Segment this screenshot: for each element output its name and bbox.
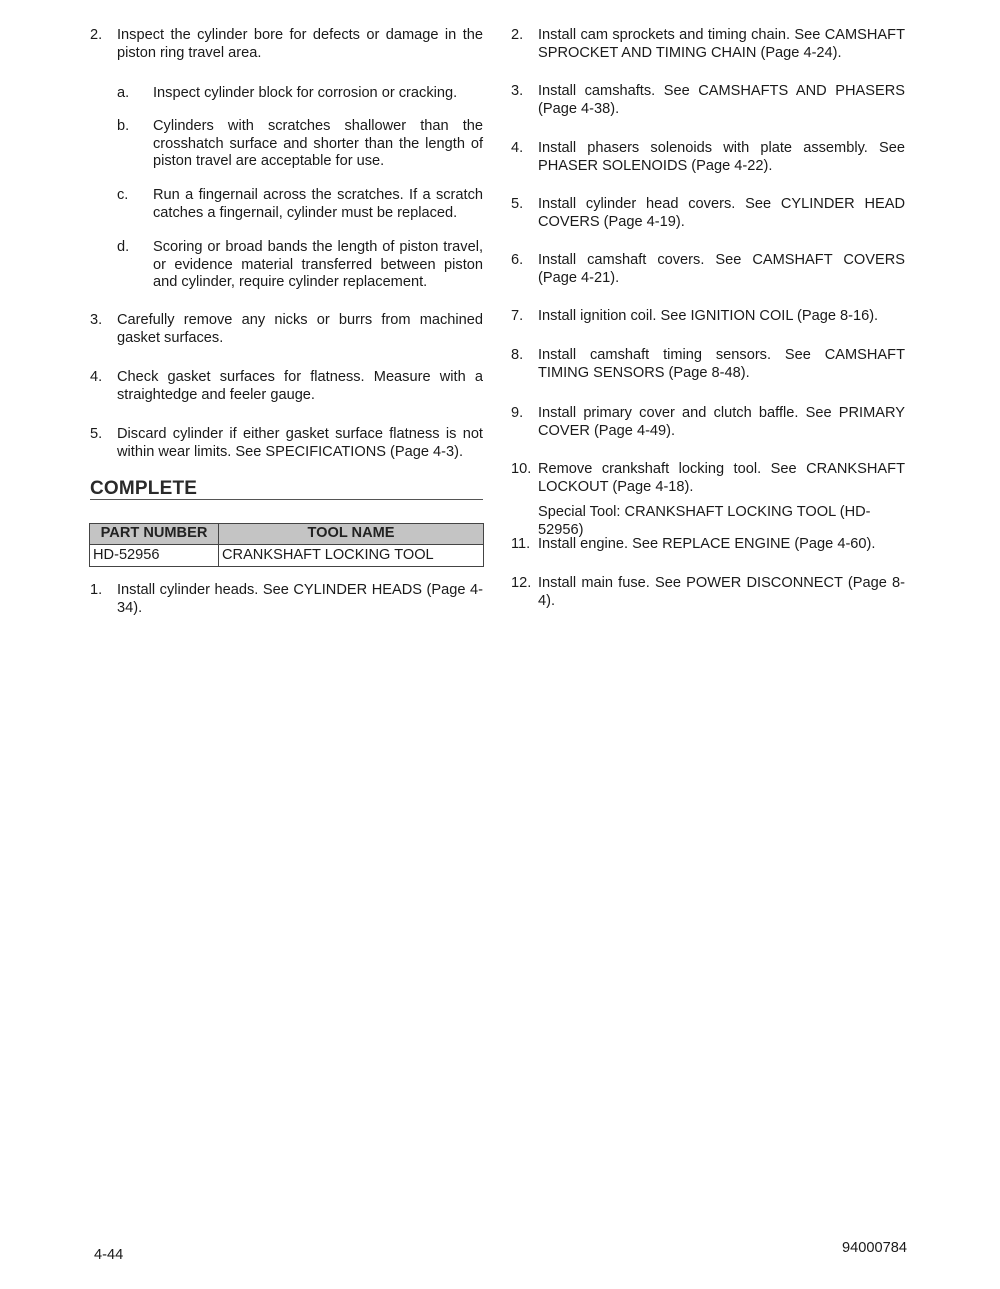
step-number: 6.	[511, 252, 524, 268]
step-text: Install camshafts. See CAMSHAFTS AND PHASERS (Page 4-38).	[538, 83, 905, 117]
substep-letter: d.	[117, 239, 130, 255]
special-tool-note	[538, 504, 905, 539]
right-step-8	[511, 347, 905, 382]
right-step-10	[511, 461, 905, 496]
step-number: 4.	[511, 140, 524, 156]
table-header-row	[90, 524, 484, 545]
step-number: 5.	[511, 196, 524, 212]
step-number: 8.	[511, 347, 524, 363]
left-step-4	[90, 369, 483, 404]
cell-part-number: HD-52956	[90, 545, 219, 567]
step-text: Install cylinder heads. See CYLINDER HEADS (Page 4-34).	[117, 582, 483, 616]
step-text: Install camshaft timing sensors. See CAMSHAFT TIMING SENSORS (Page 8-48).	[538, 347, 905, 381]
step-number: 3.	[90, 312, 103, 328]
step-number: 11.	[511, 536, 531, 552]
page-number: 4-44	[94, 1247, 124, 1263]
step-text: Install camshaft covers. See CAMSHAFT COVERS (Page 4-21).	[538, 252, 905, 286]
step-text: Discard cylinder if either gasket surface flatness is not within wear limits. See SPECIFICATIONS (Page 4-3).	[117, 426, 483, 460]
right-step-3	[511, 83, 905, 118]
step-text: Carefully remove any nicks or burrs from machined gasket surfaces.	[117, 312, 483, 346]
document-number: 94000784	[842, 1240, 907, 1256]
step-text: Install primary cover and clutch baffle. See PRIMARY COVER (Page 4-49).	[538, 405, 905, 439]
right-step-11	[511, 536, 905, 554]
header-tool-name: TOOL NAME	[219, 524, 484, 545]
right-step-6	[511, 252, 905, 287]
step-number: 1.	[90, 582, 103, 598]
step-number: 10.	[511, 461, 532, 477]
right-step-9	[511, 405, 905, 440]
right-step-12	[511, 575, 905, 610]
substep-letter: b.	[117, 118, 130, 134]
step-text: Install engine. See REPLACE ENGINE (Page 4-60).	[538, 536, 876, 552]
complete-step-1	[90, 582, 483, 617]
tool-table	[89, 523, 484, 567]
substep-text: Scoring or broad bands the length of piston travel, or evidence material transferred between piston and cylinder, require cylinder replacement.	[153, 239, 483, 290]
right-step-5	[511, 196, 905, 231]
section-heading-complete: COMPLETE	[90, 480, 483, 500]
step-text: Remove crankshaft locking tool. See CRANKSHAFT LOCKOUT (Page 4-18).	[538, 461, 905, 495]
substep-text: Run a fingernail across the scratches. If a scratch catches a fingernail, cylinder must be replaced.	[153, 187, 483, 221]
step-text: Install phasers solenoids with plate assembly. See PHASER SOLENOIDS (Page 4-22).	[538, 140, 905, 174]
substep-text: Cylinders with scratches shallower than the crosshatch surface and shorter than the length of piston travel are acceptable for use.	[153, 118, 483, 169]
substep-a	[117, 85, 483, 103]
step-number: 2.	[90, 27, 103, 43]
left-step-3	[90, 312, 483, 347]
step-number: 7.	[511, 308, 524, 324]
step-number: 3.	[511, 83, 524, 99]
substep-letter: c.	[117, 187, 129, 203]
step-text: Inspect the cylinder bore for defects or damage in the piston ring travel area.	[117, 27, 483, 61]
right-step-2	[511, 27, 905, 62]
substep-d	[117, 239, 483, 292]
left-step-2	[90, 27, 483, 62]
step-number: 9.	[511, 405, 524, 421]
substep-letter: a.	[117, 85, 130, 101]
step-text: Install cam sprockets and timing chain. See CAMSHAFT SPROCKET AND TIMING CHAIN (Page 4-24).	[538, 27, 905, 61]
step-number: 4.	[90, 369, 103, 385]
header-part-number: PART NUMBER	[90, 524, 219, 545]
right-step-4	[511, 140, 905, 175]
step-number: 5.	[90, 426, 103, 442]
step-text: Install ignition coil. See IGNITION COIL (Page 8-16).	[538, 308, 879, 324]
special-tool-text: Special Tool: CRANKSHAFT LOCKING TOOL (HD-52956)	[538, 504, 871, 538]
table-row	[90, 545, 484, 567]
step-number: 12.	[511, 575, 532, 591]
substep-text: Inspect cylinder block for corrosion or cracking.	[153, 85, 458, 101]
step-text: Install cylinder head covers. See CYLINDER HEAD COVERS (Page 4-19).	[538, 196, 905, 230]
substep-b	[117, 118, 483, 171]
right-step-7	[511, 308, 905, 326]
step-text: Install main fuse. See POWER DISCONNECT (Page 8-4).	[538, 575, 905, 609]
step-text: Check gasket surfaces for flatness. Measure with a straightedge and feeler gauge.	[117, 369, 483, 403]
step-number: 2.	[511, 27, 524, 43]
substep-c	[117, 187, 483, 222]
left-step-5	[90, 426, 483, 461]
cell-tool-name: CRANKSHAFT LOCKING TOOL	[219, 545, 484, 567]
